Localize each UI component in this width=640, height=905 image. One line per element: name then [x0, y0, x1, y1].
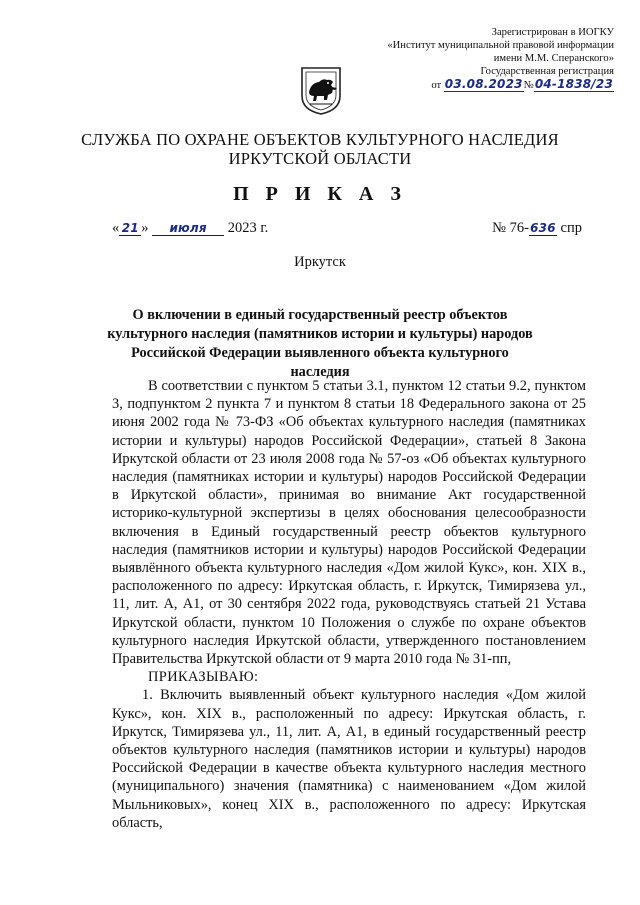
registration-line-2: «Институт муниципальной правовой информации — [387, 40, 614, 51]
date-open-quote: « — [112, 220, 120, 236]
registration-date: 03.08.2023 — [444, 77, 523, 91]
order-number — [492, 220, 582, 237]
date-month: июля — [152, 221, 224, 236]
city-name: Иркутск — [294, 254, 346, 270]
registration-number-line — [354, 78, 614, 92]
order-number-suffix: спр — [560, 220, 582, 236]
agency-name-line-1: СЛУЖБА ПО ОХРАНЕ ОБЪЕКТОВ КУЛЬТУРНОГО НАСЛЕДИЯ — [81, 130, 559, 149]
order-word: ПРИКАЗЫВАЮ: — [148, 669, 259, 686]
registration-prefix: от — [431, 80, 442, 91]
registration-line-1: Зарегистрирован в ИОГКУ — [491, 27, 614, 38]
document-type-heading: П Р И К А З — [233, 183, 407, 205]
date-close-quote: » — [141, 220, 149, 236]
date-day: 21 — [119, 221, 141, 236]
order-number-prefix: № 76- — [492, 220, 529, 236]
order-item-1: 1. Включить выявленный объект культурного наследия «Дом жилой Кукс», кон. XIX в., расположенный по адресу: Иркутская область, г. Иркутск, Тимирязева ул., 11, лит. А, А1, в единый государственный реестр объектов культурного наследия (памятников истории и культуры) народов Российской Федерации в качестве объекта культурного наследия местного (муниципального) значения (памятника) с наименованием «Дом жилой Мыльниковых», конец XIX в., расположенного по адресу: Иркутская область, — [112, 687, 586, 831]
order-date — [112, 220, 268, 237]
irkutsk-coat-of-arms-icon — [300, 66, 342, 116]
agency-name-line-2: ИРКУТСКОЙ ОБЛАСТИ — [228, 149, 412, 168]
registration-line-3: имени М.М. Сперанского» — [493, 53, 614, 64]
date-year: 2023 г. — [227, 220, 269, 236]
preamble-paragraph: В соответствии с пунктом 5 статьи 3.1, пунктом 12 статьи 9.2, пунктом 3, подпунктом 2 пункта 7 и пунктом 8 статьи 18 Федерального закона от 25 июня 2002 года № 73-ФЗ «Об объектах культурного наследия (памятниках истории и культуры) народов Российской Федерации», статьей 8 Закона Иркутской области от 23 июля 2008 года № 57-оз «Об объектах культурного наследия (памятниках истории и культуры) народов Российской Федерации в Иркутской области», принимая во внимание Акт государственной историко-культурной экспертизы в целях обоснования целесообразности включения в Единый государственный реестр объектов культурного наследия (памятников истории и культуры) народов Российской Федерации выявлённого объекта культурного наследия «Дом жилой Кукс», кон. XIX в., расположенного по адресу: Иркутская область, г. Иркутск, Тимирязева ул., 11, лит. А, А1, от 30 сентября 2022 года, руководствуясь статьей 21 Устава Иркутской области, пунктом 10 Положения о службе по охране объектов культурного наследия Иркутской области, утвержденного постановлением Правительства Иркутской области от 9 марта 2010 года № 31-пп, — [112, 378, 586, 668]
registration-line-4: Государственная регистрация — [480, 66, 614, 77]
order-body — [112, 377, 586, 832]
registration-stamp — [354, 26, 614, 92]
agency-name — [0, 130, 640, 168]
order-title: О включении в единый государственный реестр объектов культурного наследия (памятников истории и культуры) народов Российской Федерации выявленного объекта культурного наследия — [107, 307, 533, 380]
order-number-value: 636 — [530, 221, 556, 235]
registration-number: 04-1838/23 — [534, 77, 613, 91]
registration-no-sign: № — [523, 80, 534, 91]
